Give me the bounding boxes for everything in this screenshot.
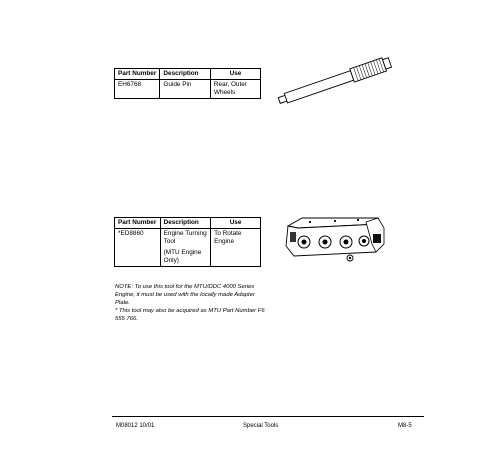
column-header-use: Use [211,218,261,229]
description-cell: Guide Pin [160,80,210,99]
guide-pin-parts-table [114,68,261,99]
footer-section-title: Special Tools [243,423,279,429]
use-cell: Rear, Outer Wheels [210,80,260,99]
adapter-plate-note: NOTE: To use this tool for the MTU/DDC 4000 Series Engine, it must be used with the locally made Adapter Plate. [115,284,255,306]
footer-divider [112,416,424,417]
footer-document-code: M08012 10/01 [116,423,155,429]
footer-page-number: M8-5 [398,423,412,429]
use-cell: To Rotate Engine [211,229,261,267]
description-cell [160,229,210,267]
column-header-use: Use [210,69,260,80]
column-header-description: Description [160,69,210,80]
column-header-part-number: Part Number [115,69,160,80]
table-row [115,80,261,99]
mtu-part-number-note: * This tool may also be acquired as MTU Part Number F6 555 766. [115,308,265,322]
part-number-cell: EH6768 [115,80,160,99]
table-header-row [115,69,261,80]
table-row [115,229,261,267]
guide-pin-illustration [270,48,402,114]
column-header-part-number: Part Number [115,218,161,229]
engine-turning-tool-parts-table [114,217,261,267]
part-number-cell: *ED8860 [115,229,161,267]
description-text: Engine Turning Tool [163,230,207,245]
engine-turning-tool-illustration [280,214,390,264]
description-subtext: (MTU Engine Only) [163,249,202,264]
table-header-row [115,218,261,229]
column-header-description: Description [160,218,210,229]
